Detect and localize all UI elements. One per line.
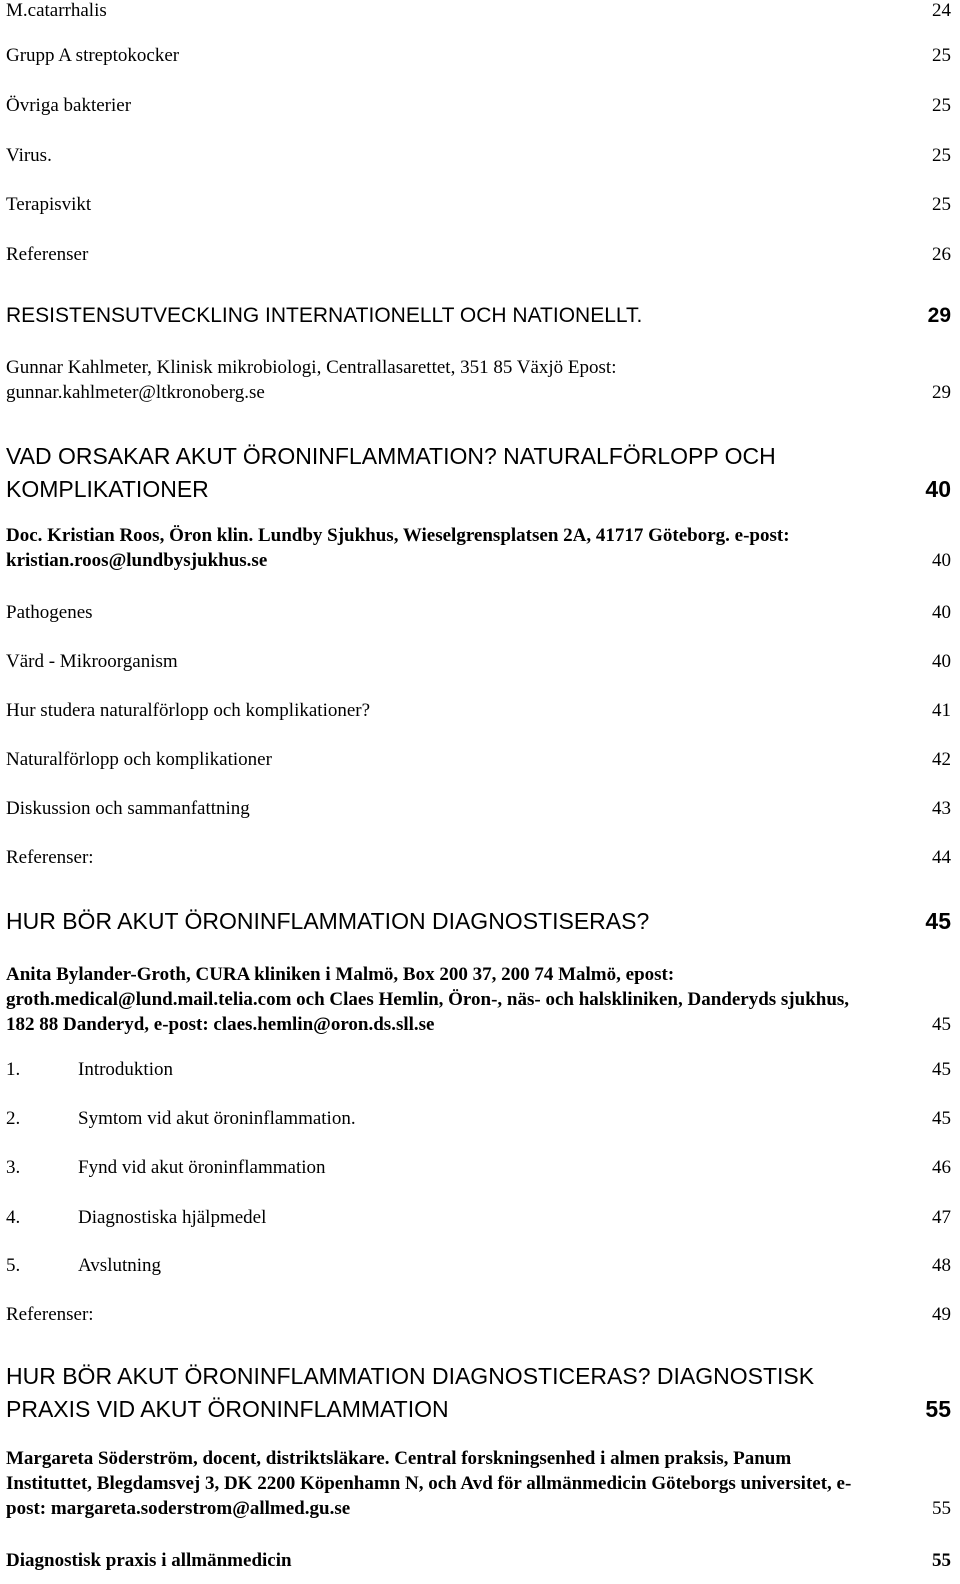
- toc-entry[interactable]: [6, 244, 951, 266]
- toc-heading-line: VAD ORSAKAR AKUT ÖRONINFLAMMATION? NATURALFÖRLOPP OCH: [6, 443, 776, 469]
- toc-entry[interactable]: [6, 847, 951, 869]
- toc-entry-number: 3.: [6, 1157, 21, 1178]
- toc-author-line: post: margareta.soderstrom@allmed.gu.se: [6, 1498, 351, 1519]
- toc-entry-title: Diagnostiska hjälpmedel: [78, 1207, 267, 1228]
- toc-entry-page: 49: [932, 1304, 951, 1325]
- toc-entry-title: Fynd vid akut öroninflammation: [78, 1157, 326, 1178]
- toc-entry[interactable]: [6, 651, 951, 673]
- toc-author-line: Anita Bylander-Groth, CURA kliniken i Malmö, Box 200 37, 200 74 Malmö, epost:: [6, 964, 675, 985]
- toc-entry-number: 4.: [6, 1207, 21, 1228]
- toc-entry[interactable]: [6, 1255, 951, 1277]
- toc-author-entry[interactable]: [6, 523, 951, 573]
- toc-entry[interactable]: [6, 45, 951, 67]
- toc-entry[interactable]: [6, 1207, 951, 1229]
- toc-heading-page: 29: [927, 304, 951, 327]
- toc-entry-title: Terapisvikt: [6, 194, 92, 215]
- toc-entry-title: Värd - Mikroorganism: [6, 651, 178, 672]
- toc-entry[interactable]: [6, 1304, 951, 1326]
- toc-heading-line: KOMPLIKATIONER: [6, 476, 209, 502]
- toc-entry-page: 47: [932, 1207, 951, 1228]
- toc-entry-title: Pathogenes: [6, 602, 93, 623]
- toc-entry[interactable]: [6, 95, 951, 117]
- toc-author-entry[interactable]: [6, 962, 951, 1037]
- toc-entry-page: 41: [932, 700, 951, 721]
- toc-entry-page: 45: [932, 1059, 951, 1080]
- toc-author-entry[interactable]: [6, 1446, 951, 1521]
- toc-entry-page: 25: [932, 95, 951, 116]
- toc-heading-line: HUR BÖR AKUT ÖRONINFLAMMATION DIAGNOSTICERAS? DIAGNOSTISK: [6, 1363, 815, 1389]
- toc-entry-page: 48: [932, 1255, 951, 1276]
- toc-entry-title: Referenser:: [6, 1304, 94, 1325]
- toc-heading-page: 55: [925, 1396, 951, 1422]
- toc-entry-title: Övriga bakterier: [6, 95, 132, 116]
- toc-entry-page: 55: [932, 1550, 951, 1571]
- toc-entry-title: Introduktion: [78, 1059, 173, 1080]
- toc-heading[interactable]: [6, 440, 951, 506]
- toc-author-line: groth.medical@lund.mail.telia.com och Claes Hemlin, Öron-, näs- och halskliniken, Danderyds sjukhus,: [6, 989, 850, 1010]
- toc-entry-page: 40: [932, 602, 951, 623]
- toc-entry[interactable]: [6, 1059, 951, 1081]
- toc-entry-page: 25: [932, 145, 951, 166]
- toc-entry-page: 26: [932, 244, 951, 265]
- toc-entry-page: 45: [932, 1014, 951, 1035]
- toc-entry[interactable]: [6, 1157, 951, 1179]
- toc-entry-page: 45: [932, 1108, 951, 1129]
- toc-heading-line: PRAXIS VID AKUT ÖRONINFLAMMATION: [6, 1396, 449, 1422]
- toc-entry-number: 2.: [6, 1108, 21, 1129]
- toc-entry[interactable]: [6, 1550, 951, 1572]
- toc-entry-title: Diskussion och sammanfattning: [6, 798, 250, 819]
- toc-entry[interactable]: [6, 145, 951, 167]
- toc-entry-number: 5.: [6, 1255, 21, 1276]
- toc-author-line: Gunnar Kahlmeter, Klinisk mikrobiologi, Centrallasarettet, 351 85 Växjö Epost:: [6, 357, 617, 378]
- toc-author-line: Margareta Söderström, docent, distriktsläkare. Central forskningsenhed i almen praksis, Panum: [6, 1448, 792, 1469]
- toc-heading-page: 45: [925, 908, 951, 934]
- toc-entry-title: Symtom vid akut öroninflammation.: [78, 1108, 356, 1129]
- toc-entry-page: 43: [932, 798, 951, 819]
- toc-heading[interactable]: [6, 304, 951, 328]
- toc-author-entry[interactable]: [6, 355, 951, 405]
- toc-author-line: kristian.roos@lundbysjukhus.se: [6, 550, 268, 571]
- toc-entry-title: M.catarrhalis: [6, 0, 107, 21]
- toc-author-line: Instituttet, Blegdamsvej 3, DK 2200 Köpenhamn N, och Avd för allmänmedicin Göteborgs universitet, e-: [6, 1473, 852, 1494]
- toc-entry[interactable]: [6, 749, 951, 771]
- toc-author-line: 182 88 Danderyd, e-post: claes.hemlin@oron.ds.sll.se: [6, 1014, 435, 1035]
- toc-entry[interactable]: [6, 602, 951, 624]
- toc-entry[interactable]: [6, 700, 951, 722]
- toc-entry-title: Virus.: [6, 145, 52, 166]
- toc-entry[interactable]: [6, 798, 951, 820]
- toc-heading-title: RESISTENSUTVECKLING INTERNATIONELLT OCH NATIONELLT.: [6, 304, 643, 327]
- toc-entry-page: 55: [932, 1498, 951, 1519]
- toc-entry-title: Hur studera naturalförlopp och komplikationer?: [6, 700, 371, 721]
- toc-entry[interactable]: [6, 0, 951, 22]
- toc-entry-page: 25: [932, 45, 951, 66]
- toc-author-line: Doc. Kristian Roos, Öron klin. Lundby Sjukhus, Wieselgrensplatsen 2A, 41717 Göteborg. e-post:: [6, 525, 790, 546]
- toc-entry-page: 24: [932, 0, 951, 21]
- toc-entry-page: 44: [932, 847, 951, 868]
- toc-entry-page: 25: [932, 194, 951, 215]
- toc-entry-title: Referenser:: [6, 847, 94, 868]
- toc-entry-page: 46: [932, 1157, 951, 1178]
- toc-heading-title: HUR BÖR AKUT ÖRONINFLAMMATION DIAGNOSTISERAS?: [6, 908, 650, 934]
- toc-entry-title: Grupp A streptokocker: [6, 45, 180, 66]
- toc-heading-page: 40: [925, 476, 951, 502]
- toc-entry[interactable]: [6, 194, 951, 216]
- toc-entry-title: Avslutning: [78, 1255, 162, 1276]
- toc-entry-title: Diagnostisk praxis i allmänmedicin: [6, 1550, 292, 1571]
- toc-entry-title: Naturalförlopp och komplikationer: [6, 749, 272, 770]
- toc-entry-page: 42: [932, 749, 951, 770]
- toc-entry[interactable]: [6, 1108, 951, 1130]
- toc-author-line: gunnar.kahlmeter@ltkronoberg.se: [6, 382, 265, 403]
- toc-entry-number: 1.: [6, 1059, 21, 1080]
- toc-entry-title: Referenser: [6, 244, 89, 265]
- toc-entry-page: 40: [932, 651, 951, 672]
- toc-heading[interactable]: [6, 908, 951, 935]
- toc-entry-page: 29: [932, 382, 951, 403]
- toc-heading[interactable]: [6, 1360, 951, 1426]
- toc-entry-page: 40: [932, 550, 951, 571]
